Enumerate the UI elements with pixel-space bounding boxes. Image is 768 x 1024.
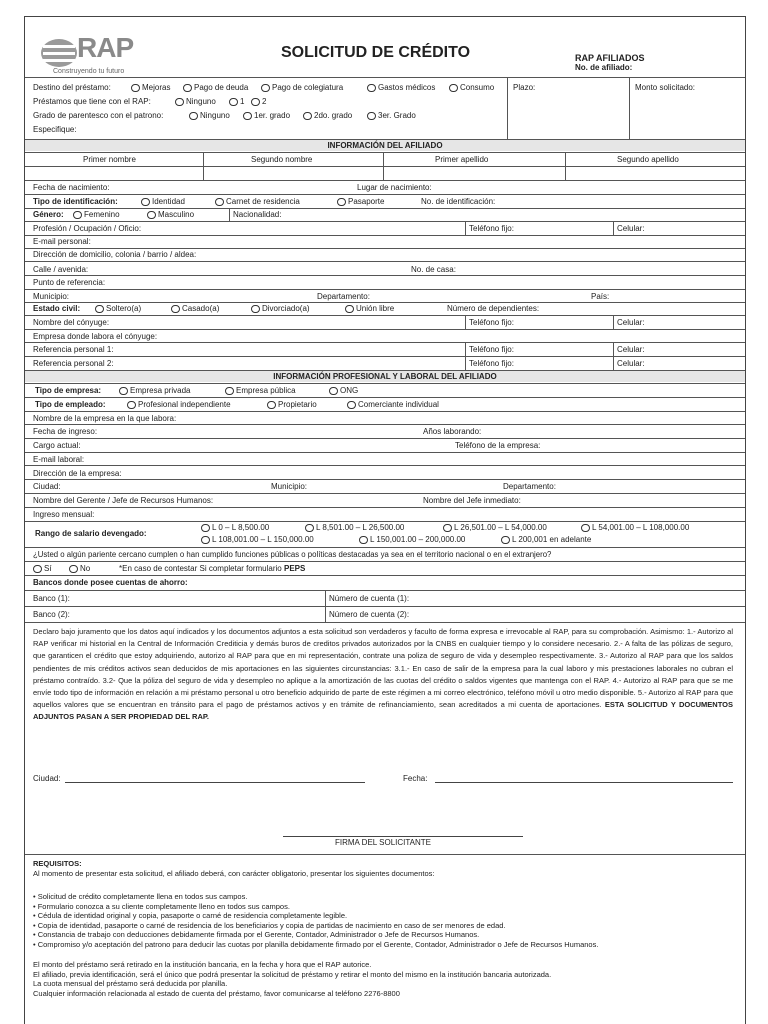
municipio-empresa-label: Municipio:	[271, 482, 308, 491]
requisito-item: • Formulario conozca a su cliente completamente lleno en todos sus campos.	[33, 901, 290, 911]
option-pasaporte[interactable]: Pasaporte	[337, 197, 384, 207]
option-propietario[interactable]: Propietario	[267, 400, 317, 410]
option-comerciante-individual[interactable]: Comerciante individual	[347, 400, 439, 410]
rap-afiliados-label: RAP AFILIADOS	[575, 53, 645, 63]
declaracion-text: Declaro bajo juramento que los datos aquí indicados y los documentos adjuntos a esta solicitud son verdaderos y faculto de forma expresa e irrevocable al RAP, para su comprobación. Asimismo: 1.- Autorizo al RAP verificar mi historial en la Central de Información Crediticia y demás buros de creditos privados autorizados por la CNBS en cualquier tiempo y lo considere necesario. 2.- A falta de las pólizas de seguro, que garanticen el crédito que estoy adquiriendo, autorizo al RAP para que en mi representación, contrate una poliza de seguro de vida y desempleo respectivamente. 3.- Autorizo al RAP para que los saldos pendientes de mis créditos activos sean deducidos de mis aportaciones en las siguientes circunstancias: 3.1.- En caso de salir de la empresa para la cual laboro y mis prestaciones laborales no cubran el préstamo contraído. 3.2- Que la póliza del seguro de vida y desempleo no aplique a la amortización de las cuotas del crédito o saldos vigentes que mantenga con el RAP. 4.- Autorizo al RAP para que se me envíe todo tipo de información en relación a mi préstamo personal u otro beneficio adquirido de parte de este régimen a mi correo electrónico, teléfono móvil u otro medio disponible. 5.- Autorizo al RAP para que aquellos valores que se encuentran en tránsito para el pago de préstamos activos y en trámite de refinanciamiento, sean acreditados a mi cuenta de aportaciones. ESTA SOLICITUD Y DOCUMENTOS ADJUNTOS PASAN A SER PROPIEDAD DEL RAP.	[33, 627, 733, 722]
banco-1-label: Banco (1):	[33, 594, 70, 603]
logo-text: RAP	[77, 32, 134, 63]
no-casa-label: No. de casa:	[411, 265, 456, 274]
option-rango-3[interactable]: L 26,501.00 – L 54,000.00	[443, 523, 547, 533]
option-prestamos-1[interactable]: 1	[229, 97, 244, 107]
calle-label: Calle / avenida:	[33, 265, 89, 274]
option-rango-4[interactable]: L 54,001.00 – L 108,000.00	[581, 523, 689, 533]
ciudad-empresa-label: Ciudad:	[33, 482, 61, 491]
referencia-1-label: Referencia personal 1:	[33, 345, 114, 354]
prestamos-label: Préstamos que tiene con el RAP:	[33, 97, 151, 106]
ref2-telefono-label: Teléfono fijo:	[469, 359, 514, 368]
requisito-item: • Cédula de identidad original y copia, pasaporte o carné de residencia completamente legible.	[33, 911, 348, 921]
nombre-empresa-label: Nombre de la empresa en la que labora:	[33, 414, 177, 423]
punto-referencia-label: Punto de referencia:	[33, 278, 106, 287]
cargo-actual-label: Cargo actual:	[33, 441, 81, 450]
gerente-label: Nombre del Gerente / Jefe de Recursos Humanos:	[33, 496, 214, 505]
peps-note: *En caso de contestar Si completar formulario PEPS	[119, 564, 306, 573]
direccion-label: Dirección de domicilio, colonia / barrio / aldea:	[33, 250, 197, 259]
email-personal-label: E-mail personal:	[33, 237, 91, 246]
cuenta-2-label: Número de cuenta (2):	[329, 610, 410, 619]
conyuge-telefono-label: Teléfono fijo:	[469, 318, 514, 327]
celular-label: Celular:	[617, 224, 645, 233]
referencia-2-label: Referencia personal 2:	[33, 359, 114, 368]
option-parentesco-3er[interactable]: 3er. Grado	[367, 111, 416, 121]
option-pago-deuda[interactable]: Pago de deuda	[183, 83, 248, 93]
option-carnet-residencia[interactable]: Carnet de residencia	[215, 197, 300, 207]
afiliado-number-label: No. de afiliado:	[575, 63, 633, 72]
footer-line: El monto del préstamo será retirado en la institución bancaria, en la fecha y hora que el RAP autorice.	[33, 960, 372, 969]
option-profesional-independiente[interactable]: Profesional independiente	[127, 400, 231, 410]
option-rango-6[interactable]: L 150,001.00 – 200,000.00	[359, 535, 465, 545]
plazo-label: Plazo:	[513, 83, 536, 92]
logo-tagline: Construyendo tu futuro	[53, 68, 125, 75]
footer-line: La cuota mensual del préstamo será deducida por planilla.	[33, 979, 228, 989]
rap-logo	[39, 29, 159, 79]
option-empresa-publica[interactable]: Empresa pública	[225, 386, 296, 396]
option-union-libre[interactable]: Unión libre	[345, 304, 394, 314]
departamento-empresa-label: Departamento:	[503, 482, 556, 491]
requisito-item: • Copia de identidad, pasaporte o carné de residencia de los beneficiarios y copia de partidas de nacimiento en caso de ser menores de edad.	[33, 920, 506, 930]
section-laboral-title: INFORMACIÓN PROFESIONAL Y LABORAL DEL AFILIADO	[25, 371, 745, 382]
option-ong[interactable]: ONG	[329, 386, 358, 396]
genero-label: Género:	[33, 210, 64, 219]
nacionalidad-label: Nacionalidad:	[233, 210, 282, 219]
telefono-fijo-label: Teléfono fijo:	[469, 224, 514, 233]
cuenta-1-label: Número de cuenta (1):	[329, 594, 410, 603]
requisito-item: • Constancia de trabajo con deducciones debidamente firmada por el Gerente, Contador, Administrador o Jefe de Recursos Humanos.	[33, 930, 480, 940]
fecha-line[interactable]	[435, 782, 733, 783]
option-mejoras[interactable]: Mejoras	[131, 83, 170, 93]
destino-label: Destino del préstamo:	[33, 83, 111, 92]
option-femenino[interactable]: Femenino	[73, 210, 120, 220]
option-peps-no[interactable]: No	[69, 564, 90, 574]
peps-question: ¿Usted o algún pariente cercano cumplen o han cumplido funciones públicas o políticas destacadas ya sea en el territorio nacional o en el extranjero?	[33, 550, 552, 559]
departamento-label: Departamento:	[317, 292, 370, 301]
fecha-firma-label: Fecha:	[403, 774, 428, 783]
pais-label: País:	[591, 292, 610, 301]
direccion-empresa-label: Dirección de la empresa:	[33, 469, 122, 478]
banco-2-label: Banco (2):	[33, 610, 70, 619]
requisito-item: • Compromiso y/o aceptación del patrono para deducir las cuotas por planilla debidamente firmado por el Gerente, Contador, Administrador o Jefe de Recursos Humanos.	[33, 940, 599, 949]
option-parentesco-2do[interactable]: 2do. grado	[303, 111, 352, 121]
ref1-celular-label: Celular:	[617, 345, 645, 354]
option-consumo[interactable]: Consumo	[449, 83, 494, 93]
requisitos-intro: Al momento de presentar esta solicitud, el afiliado deberá, con carácter obligatorio, presentar los siguientes documentos:	[33, 869, 435, 878]
tipo-empleado-label: Tipo de empleado:	[35, 400, 106, 409]
conyuge-celular-label: Celular:	[617, 318, 645, 327]
lugar-nacimiento-label: Lugar de nacimiento:	[357, 183, 432, 192]
option-casado[interactable]: Casado(a)	[171, 304, 219, 314]
conyuge-label: Nombre del cónyuge:	[33, 318, 110, 327]
option-rango-1[interactable]: L 0 – L 8,500.00	[201, 523, 269, 533]
option-rango-2[interactable]: L 8,501.00 – L 26,500.00	[305, 523, 404, 533]
fecha-nacimiento-label: Fecha de nacimiento:	[33, 183, 110, 192]
header-segundo-nombre: Segundo nombre	[251, 155, 313, 164]
profesion-label: Profesión / Ocupación / Oficio:	[33, 224, 142, 233]
option-identidad[interactable]: Identidad	[141, 197, 185, 207]
empresa-conyuge-label: Empresa donde labora el cónyuge:	[33, 332, 158, 341]
ref2-celular-label: Celular:	[617, 359, 645, 368]
especifique-label: Especifique:	[33, 125, 77, 134]
bancos-label: Bancos donde posee cuentas de ahorro:	[33, 578, 188, 587]
section-afiliado-title: INFORMACIÓN DEL AFILIADO	[25, 140, 745, 151]
anios-laborando-label: Años laborando:	[423, 427, 482, 436]
option-pago-colegiatura[interactable]: Pago de colegiatura	[261, 83, 343, 93]
ingreso-mensual-label: Ingreso mensual:	[33, 510, 95, 519]
fecha-ingreso-label: Fecha de ingreso:	[33, 427, 98, 436]
ref1-telefono-label: Teléfono fijo:	[469, 345, 514, 354]
dependientes-label: Número de dependientes:	[447, 304, 540, 313]
jefe-inmediato-label: Nombre del Jefe inmediato:	[423, 496, 521, 505]
signature-line[interactable]	[283, 836, 523, 837]
requisito-item: • Solicitud de crédito completamente llena en todos sus campos.	[33, 892, 248, 901]
monto-label: Monto solicitado:	[635, 83, 696, 92]
estado-civil-label: Estado civil:	[33, 304, 81, 313]
no-id-label: No. de identificación:	[421, 197, 496, 206]
footer-phone-line: Cualquier información relacionada al estado de cuenta del préstamo, favor comunicarse al teléfono 2276-8800	[33, 988, 400, 998]
credit-application-form	[24, 16, 746, 1024]
footer-line: El afiliado, previa identificación, será el único que podrá presentar la solicitud de préstamo y retirar el monto del mismo en la institución bancaria autorizada.	[33, 969, 552, 979]
header-primer-apellido: Primer apellido	[435, 155, 489, 164]
ciudad-line[interactable]	[65, 782, 365, 783]
option-prestamos-ninguno[interactable]: Ninguno	[175, 97, 216, 107]
option-gastos-medicos[interactable]: Gastos médicos	[367, 83, 435, 93]
parentesco-label: Grado de parentesco con el patrono:	[33, 111, 164, 120]
rango-salario-label: Rango de salario devengado:	[35, 529, 147, 538]
tipo-id-label: Tipo de identificación:	[33, 197, 118, 206]
option-peps-si[interactable]: Sí	[33, 564, 52, 574]
option-prestamos-2[interactable]: 2	[251, 97, 266, 107]
page-title: SOLICITUD DE CRÉDITO	[281, 44, 471, 61]
option-rango-7[interactable]: L 200,001 en adelante	[501, 535, 591, 545]
option-empresa-privada[interactable]: Empresa privada	[119, 386, 190, 396]
telefono-empresa-label: Teléfono de la empresa:	[455, 441, 541, 450]
option-masculino[interactable]: Masculino	[147, 210, 194, 220]
email-laboral-label: E-mail laboral:	[33, 455, 85, 464]
municipio-label: Municipio:	[33, 292, 70, 301]
option-soltero[interactable]: Soltero(a)	[95, 304, 141, 314]
header-primer-nombre: Primer nombre	[83, 155, 136, 164]
option-divorciado[interactable]: Divorciado(a)	[251, 304, 310, 314]
ciudad-firma-label: Ciudad:	[33, 774, 61, 783]
option-parentesco-1er[interactable]: 1er. grado	[243, 111, 290, 121]
firma-solicitante-label: FIRMA DEL SOLICITANTE	[335, 838, 432, 847]
tipo-empresa-label: Tipo de empresa:	[35, 386, 102, 395]
option-parentesco-ninguno[interactable]: Ninguno	[189, 111, 230, 121]
option-rango-5[interactable]: L 108,001.00 – L 150,000.00	[201, 535, 314, 545]
header-segundo-apellido: Segundo apellido	[617, 155, 679, 164]
requisitos-title: REQUISITOS:	[33, 859, 82, 868]
